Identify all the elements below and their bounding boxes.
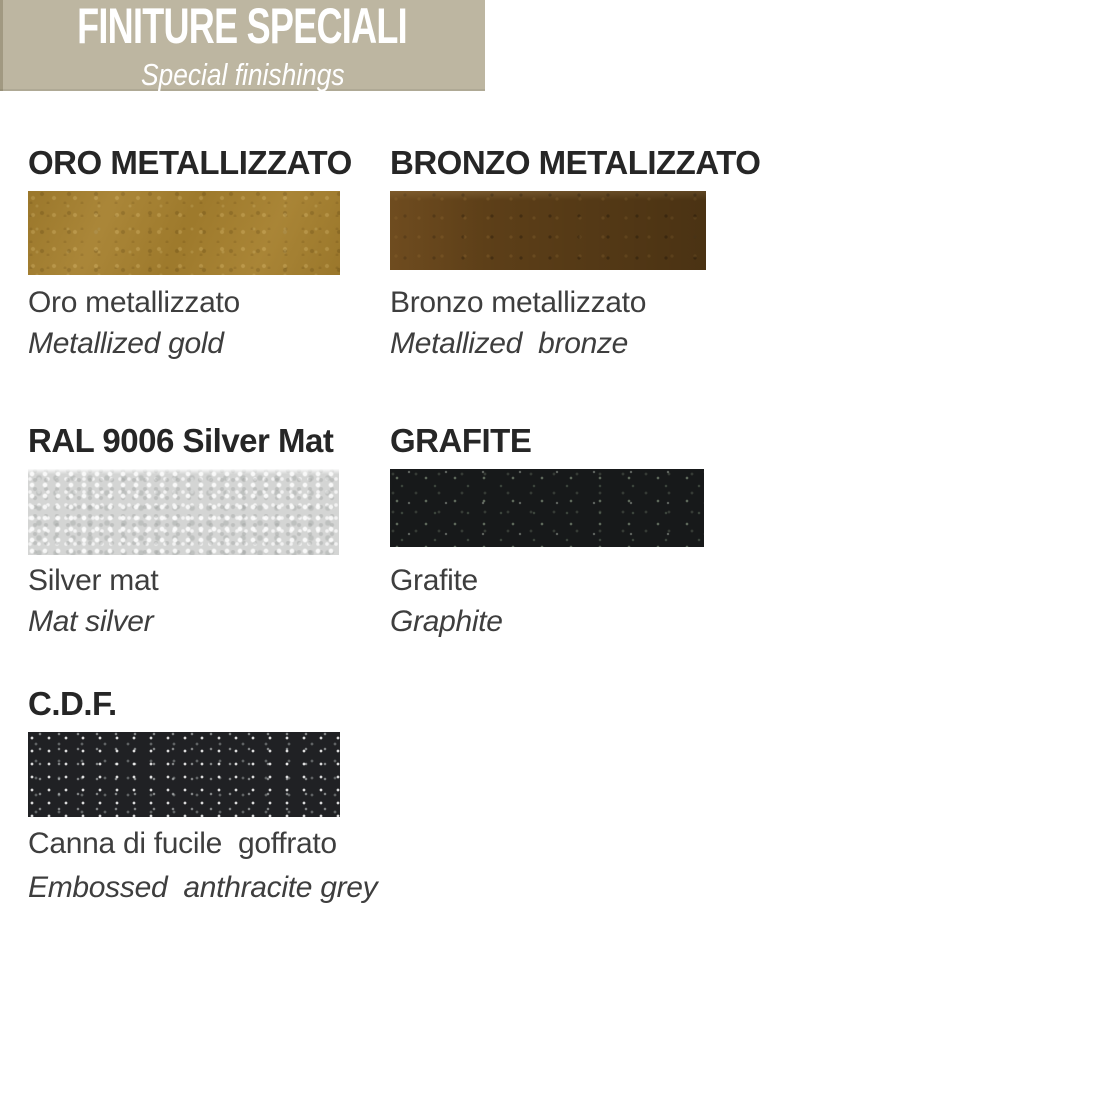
finish-card-ral-9006-silver-mat xyxy=(28,424,368,664)
bronzo-metalizzato-swatch xyxy=(390,191,706,270)
header-banner xyxy=(0,0,485,91)
finish-heading: ORO METALLIZZATO xyxy=(28,144,352,181)
banner-subtitle: Special finishings xyxy=(140,57,345,92)
finish-caption-italian: Silver mat xyxy=(28,564,159,597)
banner-title: FINITURE SPECIALI xyxy=(77,0,408,54)
finish-caption-italian: Oro metallizzato xyxy=(28,286,240,319)
finish-card-grafite xyxy=(390,424,730,664)
finish-heading: RAL 9006 Silver Mat xyxy=(28,422,334,459)
finish-card-cdf xyxy=(28,685,378,927)
finish-heading: GRAFITE xyxy=(390,422,532,459)
finish-caption-english: Embossed anthracite grey xyxy=(28,871,378,904)
finish-caption-english: Graphite xyxy=(390,605,503,638)
finish-card-bronzo-metalizzato xyxy=(390,144,761,386)
finish-caption-english: Metallized bronze xyxy=(390,327,629,360)
grafite-swatch xyxy=(390,469,704,547)
finish-heading: C.D.F. xyxy=(28,685,117,722)
finish-card-oro-metallizzato xyxy=(28,146,368,386)
finish-caption-italian: Canna di fucile goffrato xyxy=(28,827,337,860)
oro-metallizzato-swatch xyxy=(28,191,340,275)
ral-9006-silver-mat-swatch xyxy=(28,469,339,555)
cdf-swatch xyxy=(28,732,340,817)
finish-heading: BRONZO METALIZZATO xyxy=(390,144,761,181)
finish-caption-italian: Bronzo metallizzato xyxy=(390,286,647,319)
finish-caption-english: Mat silver xyxy=(28,605,154,638)
finish-caption-italian: Grafite xyxy=(390,564,478,597)
finish-caption-english: Metallized gold xyxy=(28,327,224,360)
